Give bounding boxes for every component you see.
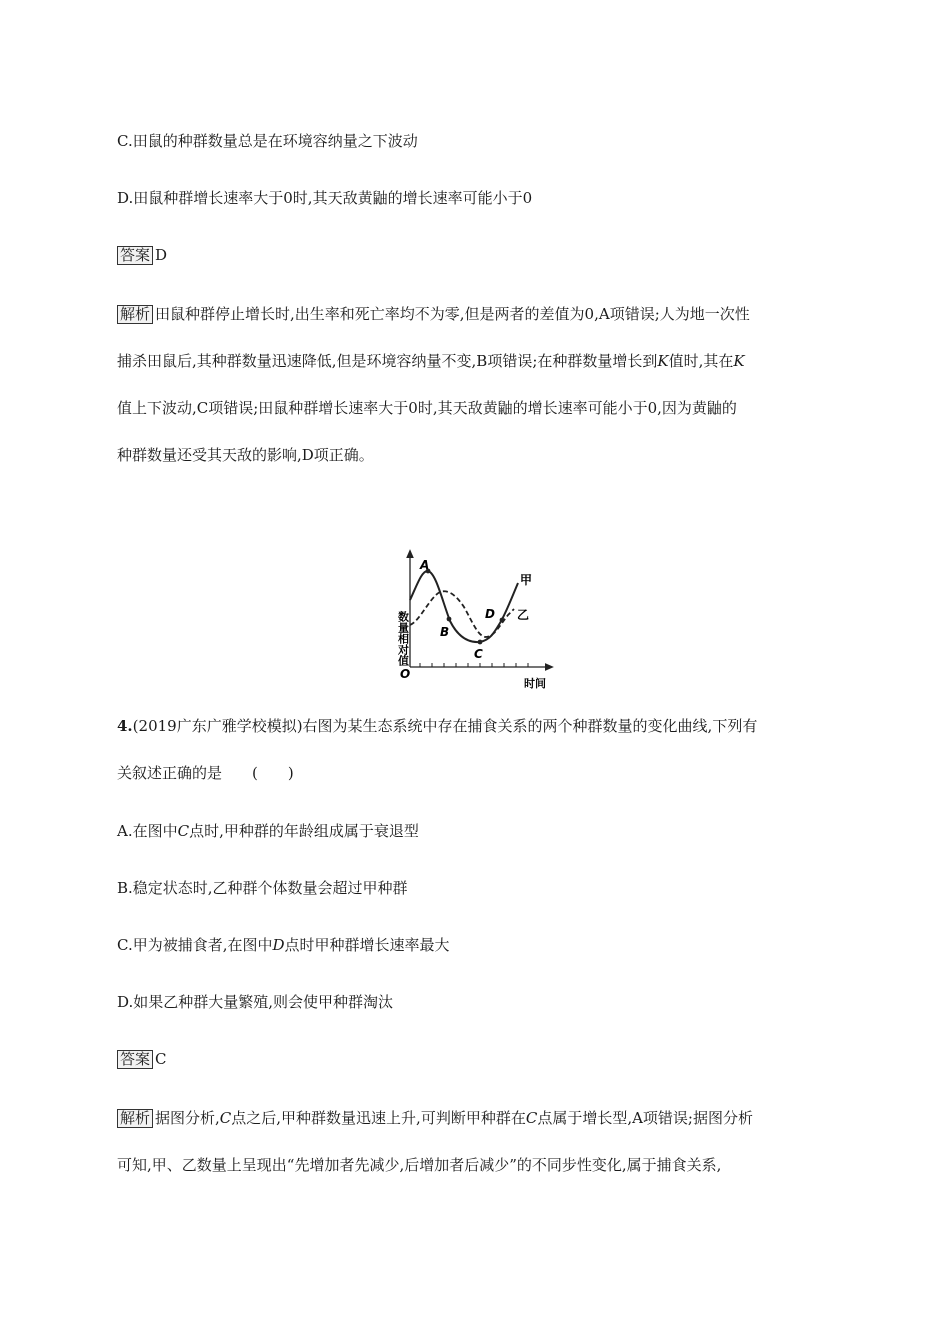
answer-tag: 答案 [117, 1050, 153, 1069]
answer-value: C [155, 1050, 167, 1068]
point-symbol: C [525, 1109, 538, 1127]
point-symbol: C [219, 1109, 232, 1127]
q4-option-b: B.稳定状态时,乙种群个体数量会超过甲种群 [117, 879, 408, 897]
q3-option-d: D.田鼠种群增长速率大于0时,其天敌黄鼬的增长速率可能小于0 [117, 189, 533, 207]
analysis-line: 值上下波动,C项错误;田鼠种群增长速率大于0时,其天敌黄鼬的增长速率可能小于0,因为黄鼬的 [117, 399, 737, 417]
series-jia-label: 甲 [520, 573, 533, 587]
q3-answer [117, 245, 167, 265]
option-text: A.在图中 [117, 822, 178, 840]
q3-analysis [117, 304, 837, 492]
q3-option-c: C.田鼠的种群数量总是在环境容纳量之下波动 [117, 132, 418, 150]
stem-line: (2019广东广雅学校模拟)右图为某生态系统中存在捕食关系的两个种群数量的变化曲线,下列有 [132, 717, 758, 735]
k-symbol: K [657, 352, 669, 370]
option-text: 点时甲种群增长速率最大 [284, 936, 450, 954]
x-axis-label: 时间 [524, 677, 546, 690]
answer-tag: 答案 [117, 246, 153, 265]
option-text: C.甲为被捕食者,在图中 [117, 936, 273, 954]
point-a-label: A [420, 558, 430, 572]
analysis-text: 据图分析, [155, 1109, 220, 1127]
point-c-dot [478, 640, 483, 645]
analysis-line: 捕杀田鼠后,其种群数量迅速降低,但是环境容纳量不变,B项错误;在种群数量增长到 [117, 352, 658, 370]
series-yi-label: 乙 [517, 608, 530, 622]
q4-stem [117, 716, 837, 810]
point-d-dot [500, 618, 505, 623]
point-d-label: D [485, 607, 495, 621]
predator-prey-figure [390, 545, 570, 690]
q4-analysis [117, 1108, 837, 1202]
option-text: 点时,甲种群的年龄组成属于衰退型 [189, 822, 419, 840]
y-axis-label: 数量相对值 [396, 611, 410, 666]
point-symbol: D [272, 936, 285, 954]
analysis-tag: 解析 [117, 305, 153, 324]
q4-option-d: D.如果乙种群大量繁殖,则会使甲种群淘汰 [117, 993, 394, 1011]
analysis-line: 可知,甲、乙数量上呈现出“先增加者先减少,后增加者后减少”的不同步性变化,属于捕食关系, [117, 1156, 722, 1174]
analysis-line: 种群数量还受其天敌的影响,D项正确。 [117, 446, 374, 464]
point-b-label: B [440, 625, 450, 639]
origin-label: O [400, 667, 411, 681]
point-c-label: C [474, 647, 483, 661]
analysis-text: 点之后,甲种群数量迅速上升,可判断甲种群在 [231, 1109, 526, 1127]
analysis-text: 值时,其在 [668, 352, 734, 370]
point-b-dot [447, 617, 452, 622]
question-number: 4. [117, 717, 133, 735]
series-yi-curve [410, 591, 514, 637]
stem-line: 关叙述正确的是 ( ) [117, 764, 294, 782]
k-symbol: K [733, 352, 745, 370]
q4-option-a [117, 821, 419, 841]
answer-value: D [155, 246, 168, 264]
analysis-text: 点属于增长型,A项错误;据图分析 [537, 1109, 753, 1127]
analysis-tag: 解析 [117, 1109, 153, 1128]
point-symbol: C [177, 822, 190, 840]
q4-option-c [117, 935, 450, 955]
q4-answer [117, 1049, 167, 1069]
analysis-line: 田鼠种群停止增长时,出生率和死亡率均不为零,但是两者的差值为0,A项错误;人为地一次性 [155, 305, 750, 323]
